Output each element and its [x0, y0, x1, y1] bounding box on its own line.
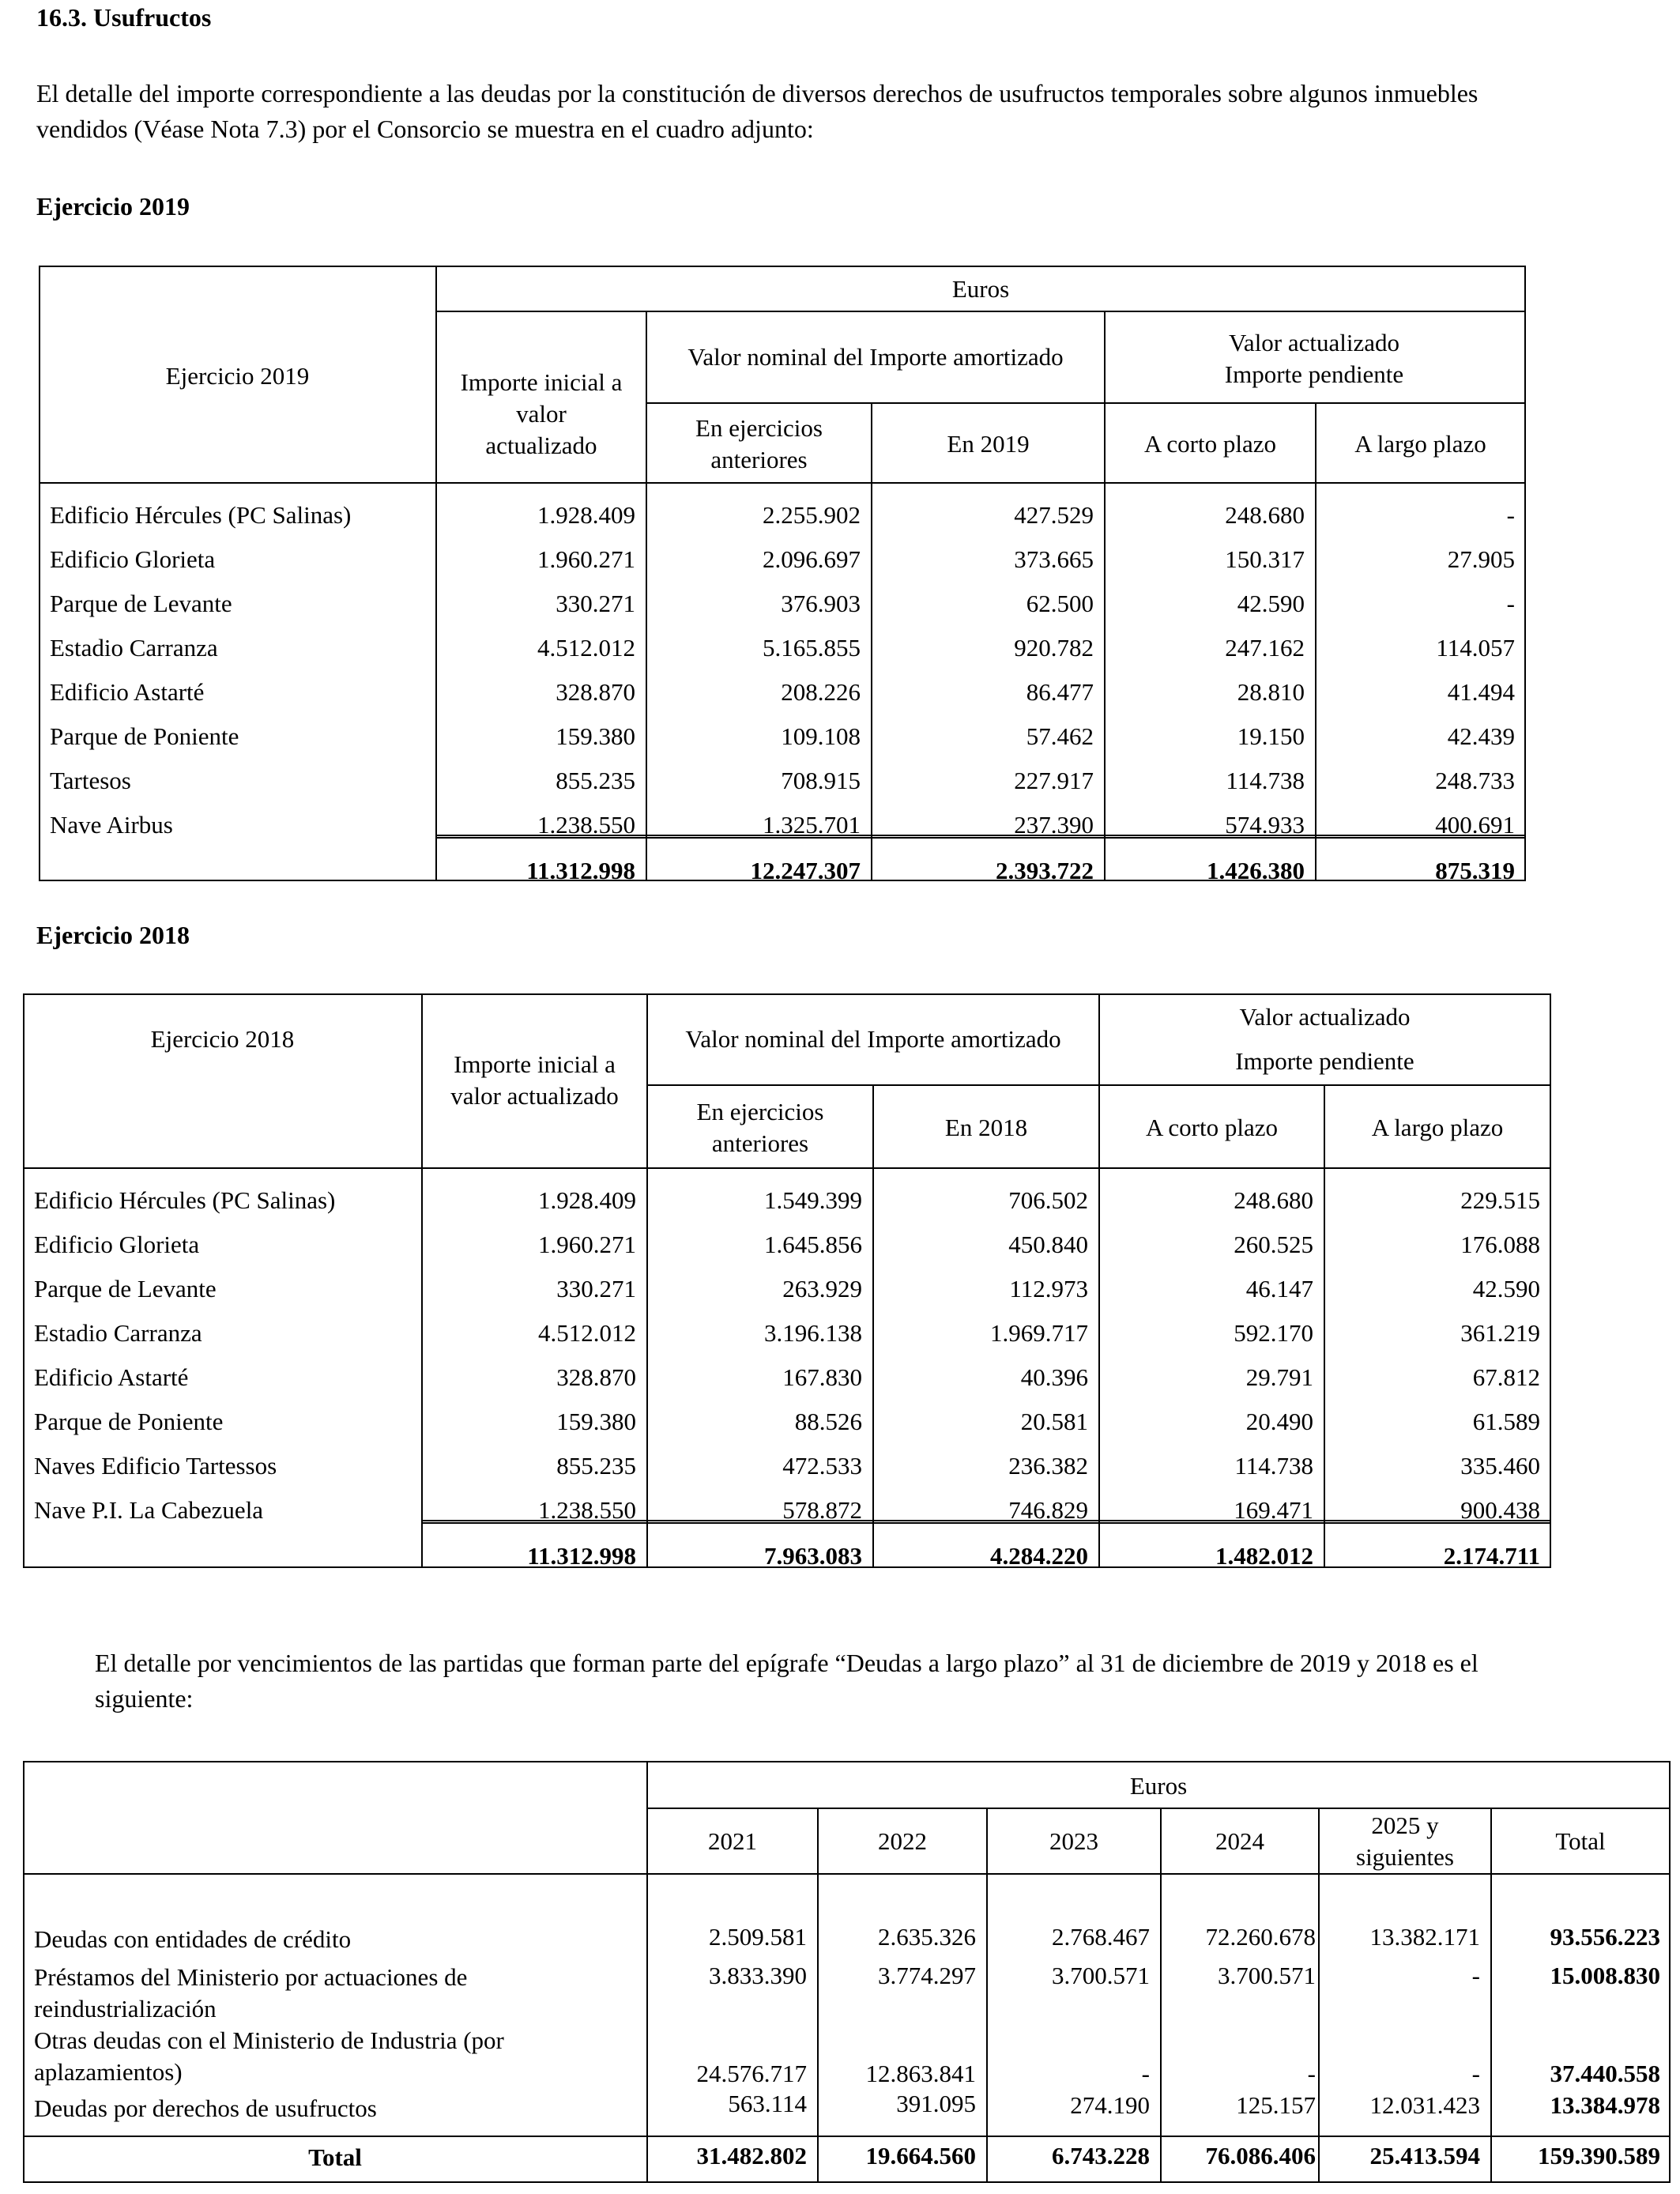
table-2019-row-value: 57.462 — [1026, 722, 1094, 750]
table-2019-total-row — [39, 839, 1526, 885]
table-2019-row-value: 41.494 — [1447, 678, 1515, 706]
table-2019-row — [39, 530, 1526, 574]
table-2018-row — [23, 1259, 1551, 1303]
maturity-row-value: - — [1471, 1962, 1480, 1989]
table-2019-row-value: 237.390 — [1014, 811, 1094, 839]
table-2018-col-en-2018: En 2018 — [944, 1114, 1028, 1141]
table-2019-row-value: 708.915 — [781, 767, 861, 794]
maturity-row-value: 125.157 — [1236, 2091, 1316, 2119]
maturity-row-value: 2.635.326 — [878, 1923, 976, 1951]
table-2019-row-value: 330.271 — [556, 590, 635, 617]
table-2018-row-value: 167.830 — [782, 1363, 862, 1391]
table-2018-total-ejercicios-anteriores: 7.963.083 — [764, 1542, 862, 1570]
table-2019-row — [39, 574, 1526, 618]
maturity-table — [23, 1761, 1671, 2184]
table-2019-row-value: 227.917 — [1014, 767, 1094, 794]
table-2018-total-corto: 1.482.012 — [1215, 1542, 1313, 1570]
table-2019-row-label: Estadio Carranza — [50, 634, 218, 662]
table-2019-col-importe-inicial: Importe inicial a valor actualizado — [460, 368, 623, 459]
maturity-row-value: 12.863.841 — [865, 2060, 976, 2087]
table-2018-body — [23, 1171, 1551, 1570]
table-2018-row-value: 263.929 — [782, 1275, 862, 1302]
table-2018-col-ejercicios-anteriores: En ejercicios anteriores — [696, 1098, 824, 1157]
table-2018-row-value: 3.196.138 — [764, 1319, 862, 1347]
table-2019-row-value: 376.903 — [781, 590, 861, 617]
table-2019-row-value: 920.782 — [1014, 634, 1094, 662]
table-2018-row-value: 20.581 — [1020, 1408, 1088, 1435]
table-2018-col-largo: A largo plazo — [1371, 1114, 1504, 1141]
table-2019-row-value: 28.810 — [1237, 678, 1305, 706]
table-2019 — [39, 266, 1526, 882]
table-2019-total-largo: 875.319 — [1435, 857, 1515, 884]
maturity-row-value: 24.576.717 — [696, 2060, 807, 2087]
table-2018-row — [23, 1392, 1551, 1436]
maturity-row-value: 3.774.297 — [878, 1962, 976, 1989]
table-2018-row-value: 40.396 — [1020, 1363, 1088, 1391]
table-2018-row-value: 1.238.550 — [538, 1496, 636, 1524]
maturity-row-value: 72.260.678 — [1205, 1923, 1316, 1951]
table-2019-row-value: 114.738 — [1226, 767, 1305, 794]
maturity-row-value: 3.700.571 — [1052, 1962, 1150, 1989]
table-2019-row-value: - — [1506, 501, 1515, 529]
maturity-row-label: Otras deudas con el Ministerio de Industria (por aplazamientos) — [34, 2026, 504, 2086]
table-2019-row-value: 109.108 — [781, 722, 861, 750]
table-2018-row-value: 29.791 — [1245, 1363, 1313, 1391]
table-2018-row-label: Naves Edificio Tartessos — [34, 1452, 277, 1480]
table-2018-row-value: 706.502 — [1008, 1186, 1088, 1214]
table-2018-row-value: 67.812 — [1472, 1363, 1540, 1391]
table-2018-row-value: 1.960.271 — [538, 1231, 636, 1258]
table-2018-col-valor-actualizado-1: Valor actualizado — [1239, 1003, 1411, 1031]
table-2019-row-value: 373.665 — [1014, 545, 1094, 573]
table-2019-row-value: 4.512.012 — [537, 634, 635, 662]
table-2018-corner-label: Ejercicio 2018 — [150, 1025, 295, 1053]
table-2018-row-value: 578.872 — [782, 1496, 862, 1524]
table-2019-row-label: Edificio Hércules (PC Salinas) — [50, 501, 352, 529]
table-2018 — [23, 993, 1551, 1569]
table-2018-row-value: 169.471 — [1234, 1496, 1313, 1524]
table-2019-row-value: 427.529 — [1014, 501, 1094, 529]
maturity-col-2021: 2021 — [708, 1827, 757, 1855]
table-2019-row-label: Nave Airbus — [50, 811, 173, 839]
table-2018-row-value: 46.147 — [1245, 1275, 1313, 1302]
table-2018-row-label: Edificio Glorieta — [34, 1231, 200, 1258]
table-2018-total-label — [23, 1525, 422, 1570]
table-2019-row-value: 1.960.271 — [537, 545, 635, 573]
table-2018-row-value: 335.460 — [1460, 1452, 1540, 1480]
table-2019-row-value: 248.680 — [1225, 501, 1305, 529]
maturity-row-value: 274.190 — [1070, 2091, 1150, 2119]
table-2019-corner-label: Ejercicio 2019 — [165, 362, 310, 390]
table-2019-row-label: Edificio Glorieta — [50, 545, 216, 573]
maturity-row-value: 563.114 — [728, 2090, 807, 2117]
section-title: 16.3. Usufructos — [36, 3, 212, 32]
table-2018-row-value: 900.438 — [1460, 1496, 1540, 1524]
table-2018-col-importe-inicial: Importe inicial a valor actualizado — [450, 1050, 619, 1110]
table-2019-row-value: 1.238.550 — [537, 811, 635, 839]
table-2018-total-largo: 2.174.711 — [1443, 1542, 1540, 1570]
table-2018-row-value: 855.235 — [556, 1452, 636, 1480]
table-2018-row — [23, 1303, 1551, 1348]
table-2018-row-value: 1.645.856 — [764, 1231, 862, 1258]
table-2019-total-en-year: 2.393.722 — [996, 857, 1094, 884]
table-2018-row-value: 1.969.717 — [990, 1319, 1088, 1347]
table-2018-row-value: 112.973 — [1009, 1275, 1088, 1302]
maturity-row-value: 12.031.423 — [1369, 2091, 1480, 2119]
table-2018-row-value: 114.738 — [1234, 1452, 1313, 1480]
table-2019-row — [39, 618, 1526, 662]
table-2018-row-value: 328.870 — [556, 1363, 636, 1391]
table-2018-row-value: 472.533 — [782, 1452, 862, 1480]
table-2019-row-label: Parque de Levante — [50, 590, 232, 617]
table-2018-row-label: Parque de Levante — [34, 1275, 217, 1302]
maturity-row-value: 13.382.171 — [1369, 1923, 1480, 1951]
table-2019-row-value: - — [1506, 590, 1515, 617]
table-2019-body — [39, 485, 1526, 885]
table-2018-row-value: 4.512.012 — [538, 1319, 636, 1347]
table-2019-row-value: 208.226 — [781, 678, 861, 706]
table-2019-total-importe-inicial: 11.312.998 — [526, 857, 635, 884]
table-2019-total-ejercicios-anteriores: 12.247.307 — [750, 857, 861, 884]
table-2018-row-value: 450.840 — [1008, 1231, 1088, 1258]
maturity-total-value: 6.743.228 — [1052, 2142, 1150, 2169]
table-2018-row-value: 20.490 — [1245, 1408, 1313, 1435]
table-2018-row — [23, 1436, 1551, 1480]
table-2019-row-value: 114.057 — [1436, 634, 1515, 662]
table-2019-col-en-2019: En 2019 — [947, 430, 1030, 458]
table-2019-row-value: 248.733 — [1435, 767, 1515, 794]
maturity-total-label: Total — [308, 2143, 362, 2171]
table-2019-row-value: 150.317 — [1225, 545, 1305, 573]
table-2018-row-value: 159.380 — [556, 1408, 636, 1435]
table-2019-row-value: 2.255.902 — [763, 501, 861, 529]
maturity-col-2023: 2023 — [1049, 1827, 1098, 1855]
table-2019-row-label: Parque de Poniente — [50, 722, 239, 750]
table-2019-row-value: 1.928.409 — [537, 501, 635, 529]
table-2019-row-value: 1.325.701 — [763, 811, 861, 839]
table-2019-row-value: 2.096.697 — [763, 545, 861, 573]
maturity-total-value: 19.664.560 — [865, 2142, 976, 2169]
table-2019-col-corto: A corto plazo — [1143, 430, 1276, 458]
table-2019-row-value: 19.150 — [1237, 722, 1305, 750]
table-2018-col-valor-nominal: Valor nominal del Importe amortizado — [685, 1025, 1061, 1053]
table-2019-row-value: 86.477 — [1026, 678, 1094, 706]
table-2018-total-importe-inicial: 11.312.998 — [527, 1542, 636, 1570]
table-2018-row-label: Edificio Hércules (PC Salinas) — [34, 1186, 336, 1214]
table-2019-row-value: 27.905 — [1447, 545, 1515, 573]
table-2019-row — [39, 795, 1526, 839]
maturity-row-value: 3.700.571 — [1218, 1962, 1316, 1989]
table-2018-row-label: Nave P.I. La Cabezuela — [34, 1496, 264, 1524]
table-2018-row-value: 61.589 — [1472, 1408, 1540, 1435]
maturity-row-value: - — [1141, 2060, 1150, 2087]
maturity-row-label: Deudas con entidades de crédito — [34, 1925, 352, 1953]
maturity-paragraph: El detalle por vencimientos de las partidas que forman parte del epígrafe “Deudas a largo plazo” al 31 de diciembre de 2019 y 2018 es el siguiente: — [95, 1649, 1478, 1713]
table-2018-row-value: 1.549.399 — [764, 1186, 862, 1214]
maturity-row-total: 15.008.830 — [1550, 1962, 1660, 1989]
table-2019-col-valor-nominal: Valor nominal del Importe amortizado — [687, 343, 1064, 371]
table-2019-row-value: 42.439 — [1447, 722, 1515, 750]
maturity-row-value: 391.095 — [896, 2090, 976, 2117]
table-2019-row — [39, 485, 1526, 530]
maturity-col-2025-siguientes: 2025 y siguientes — [1356, 1811, 1454, 1871]
maturity-total-value: 31.482.802 — [696, 2142, 807, 2169]
maturity-row-value: - — [1307, 2060, 1316, 2087]
table-2018-row — [23, 1480, 1551, 1525]
maturity-euros: Euros — [1129, 1772, 1188, 1800]
maturity-row-total: 37.440.558 — [1550, 2060, 1660, 2087]
table-2019-col-largo: A largo plazo — [1354, 430, 1486, 458]
heading-2019: Ejercicio 2019 — [36, 192, 190, 221]
maturity-col-2022: 2022 — [878, 1827, 927, 1855]
table-2018-row-value: 746.829 — [1008, 1496, 1088, 1524]
table-2018-total-en-year: 4.284.220 — [990, 1542, 1088, 1570]
table-2018-row-value: 1.928.409 — [538, 1186, 636, 1214]
table-2019-row-value: 855.235 — [556, 767, 635, 794]
maturity-row-total: 93.556.223 — [1550, 1923, 1660, 1951]
table-2018-row-label: Edificio Astarté — [34, 1363, 189, 1391]
table-2018-row-value: 229.515 — [1460, 1186, 1540, 1214]
maturity-row-value: 2.509.581 — [709, 1923, 807, 1951]
table-2018-row-label: Parque de Poniente — [34, 1408, 224, 1435]
maturity-total-value: 159.390.589 — [1538, 2142, 1660, 2169]
maturity-row-label: Préstamos del Ministerio por actuaciones de reindustrialización — [34, 1963, 468, 2022]
table-2019-row-value: 574.933 — [1225, 811, 1305, 839]
table-2019-row — [39, 662, 1526, 707]
table-2018-row-value: 88.526 — [794, 1408, 862, 1435]
maturity-row-total: 13.384.978 — [1550, 2091, 1660, 2119]
table-2018-col-valor-actualizado-2: Importe pendiente — [1235, 1047, 1414, 1075]
table-2018-row-value: 236.382 — [1008, 1452, 1088, 1480]
table-2018-row — [23, 1171, 1551, 1215]
table-2018-row-value: 330.271 — [556, 1275, 636, 1302]
table-2018-row-label: Estadio Carranza — [34, 1319, 202, 1347]
maturity-total-value: 25.413.594 — [1369, 2142, 1480, 2169]
table-2018-row-value: 361.219 — [1460, 1319, 1540, 1347]
maturity-row-label: Deudas por derechos de usufructos — [34, 2094, 377, 2122]
table-2019-col-ejercicios-anteriores: En ejercicios anteriores — [695, 414, 823, 473]
maturity-row-value: 3.833.390 — [709, 1962, 807, 1989]
table-2019-row-value: 62.500 — [1026, 590, 1094, 617]
table-2019-row-label: Tartesos — [50, 767, 131, 794]
table-2019-col-valor-actualizado: Valor actualizado Importe pendiente — [1224, 329, 1404, 388]
maturity-total-value: 76.086.406 — [1205, 2142, 1316, 2169]
table-2018-row-value: 260.525 — [1234, 1231, 1313, 1258]
table-2018-row-value: 592.170 — [1234, 1319, 1313, 1347]
table-2019-row-value: 247.162 — [1225, 634, 1305, 662]
maturity-row-value: - — [1471, 2060, 1480, 2087]
table-2019-euros: Euros — [951, 275, 1010, 303]
table-2019-row-value: 159.380 — [556, 722, 635, 750]
table-2018-total-row — [23, 1525, 1551, 1570]
table-2018-row — [23, 1348, 1551, 1392]
table-2019-row — [39, 751, 1526, 795]
table-2019-total-corto: 1.426.380 — [1207, 857, 1305, 884]
table-2019-row-value: 328.870 — [556, 678, 635, 706]
table-2019-row-label: Edificio Astarté — [50, 678, 205, 706]
table-2018-row-value: 248.680 — [1234, 1186, 1313, 1214]
table-2018-col-corto: A corto plazo — [1145, 1114, 1278, 1141]
table-2019-row-value: 42.590 — [1237, 590, 1305, 617]
table-2019-row-value: 400.691 — [1435, 811, 1515, 839]
maturity-col-2024: 2024 — [1215, 1827, 1264, 1855]
table-2019-row-value: 5.165.855 — [763, 634, 861, 662]
table-2018-row-value: 42.590 — [1472, 1275, 1540, 1302]
heading-2018: Ejercicio 2018 — [36, 921, 190, 949]
intro-paragraph: El detalle del importe correspondiente a las deudas por la constitución de diversos derechos de usufructos temporales sobre algunos inmuebles vendidos (Véase Nota 7.3) por el Consorcio se muestra en el cuadro adjunto: — [36, 79, 1478, 143]
maturity-col-total: Total — [1555, 1827, 1606, 1855]
table-2019-row — [39, 707, 1526, 751]
maturity-row-value: 2.768.467 — [1052, 1923, 1150, 1951]
table-2018-row — [23, 1215, 1551, 1259]
table-2018-row-value: 176.088 — [1460, 1231, 1540, 1258]
table-2019-total-label — [39, 839, 436, 885]
